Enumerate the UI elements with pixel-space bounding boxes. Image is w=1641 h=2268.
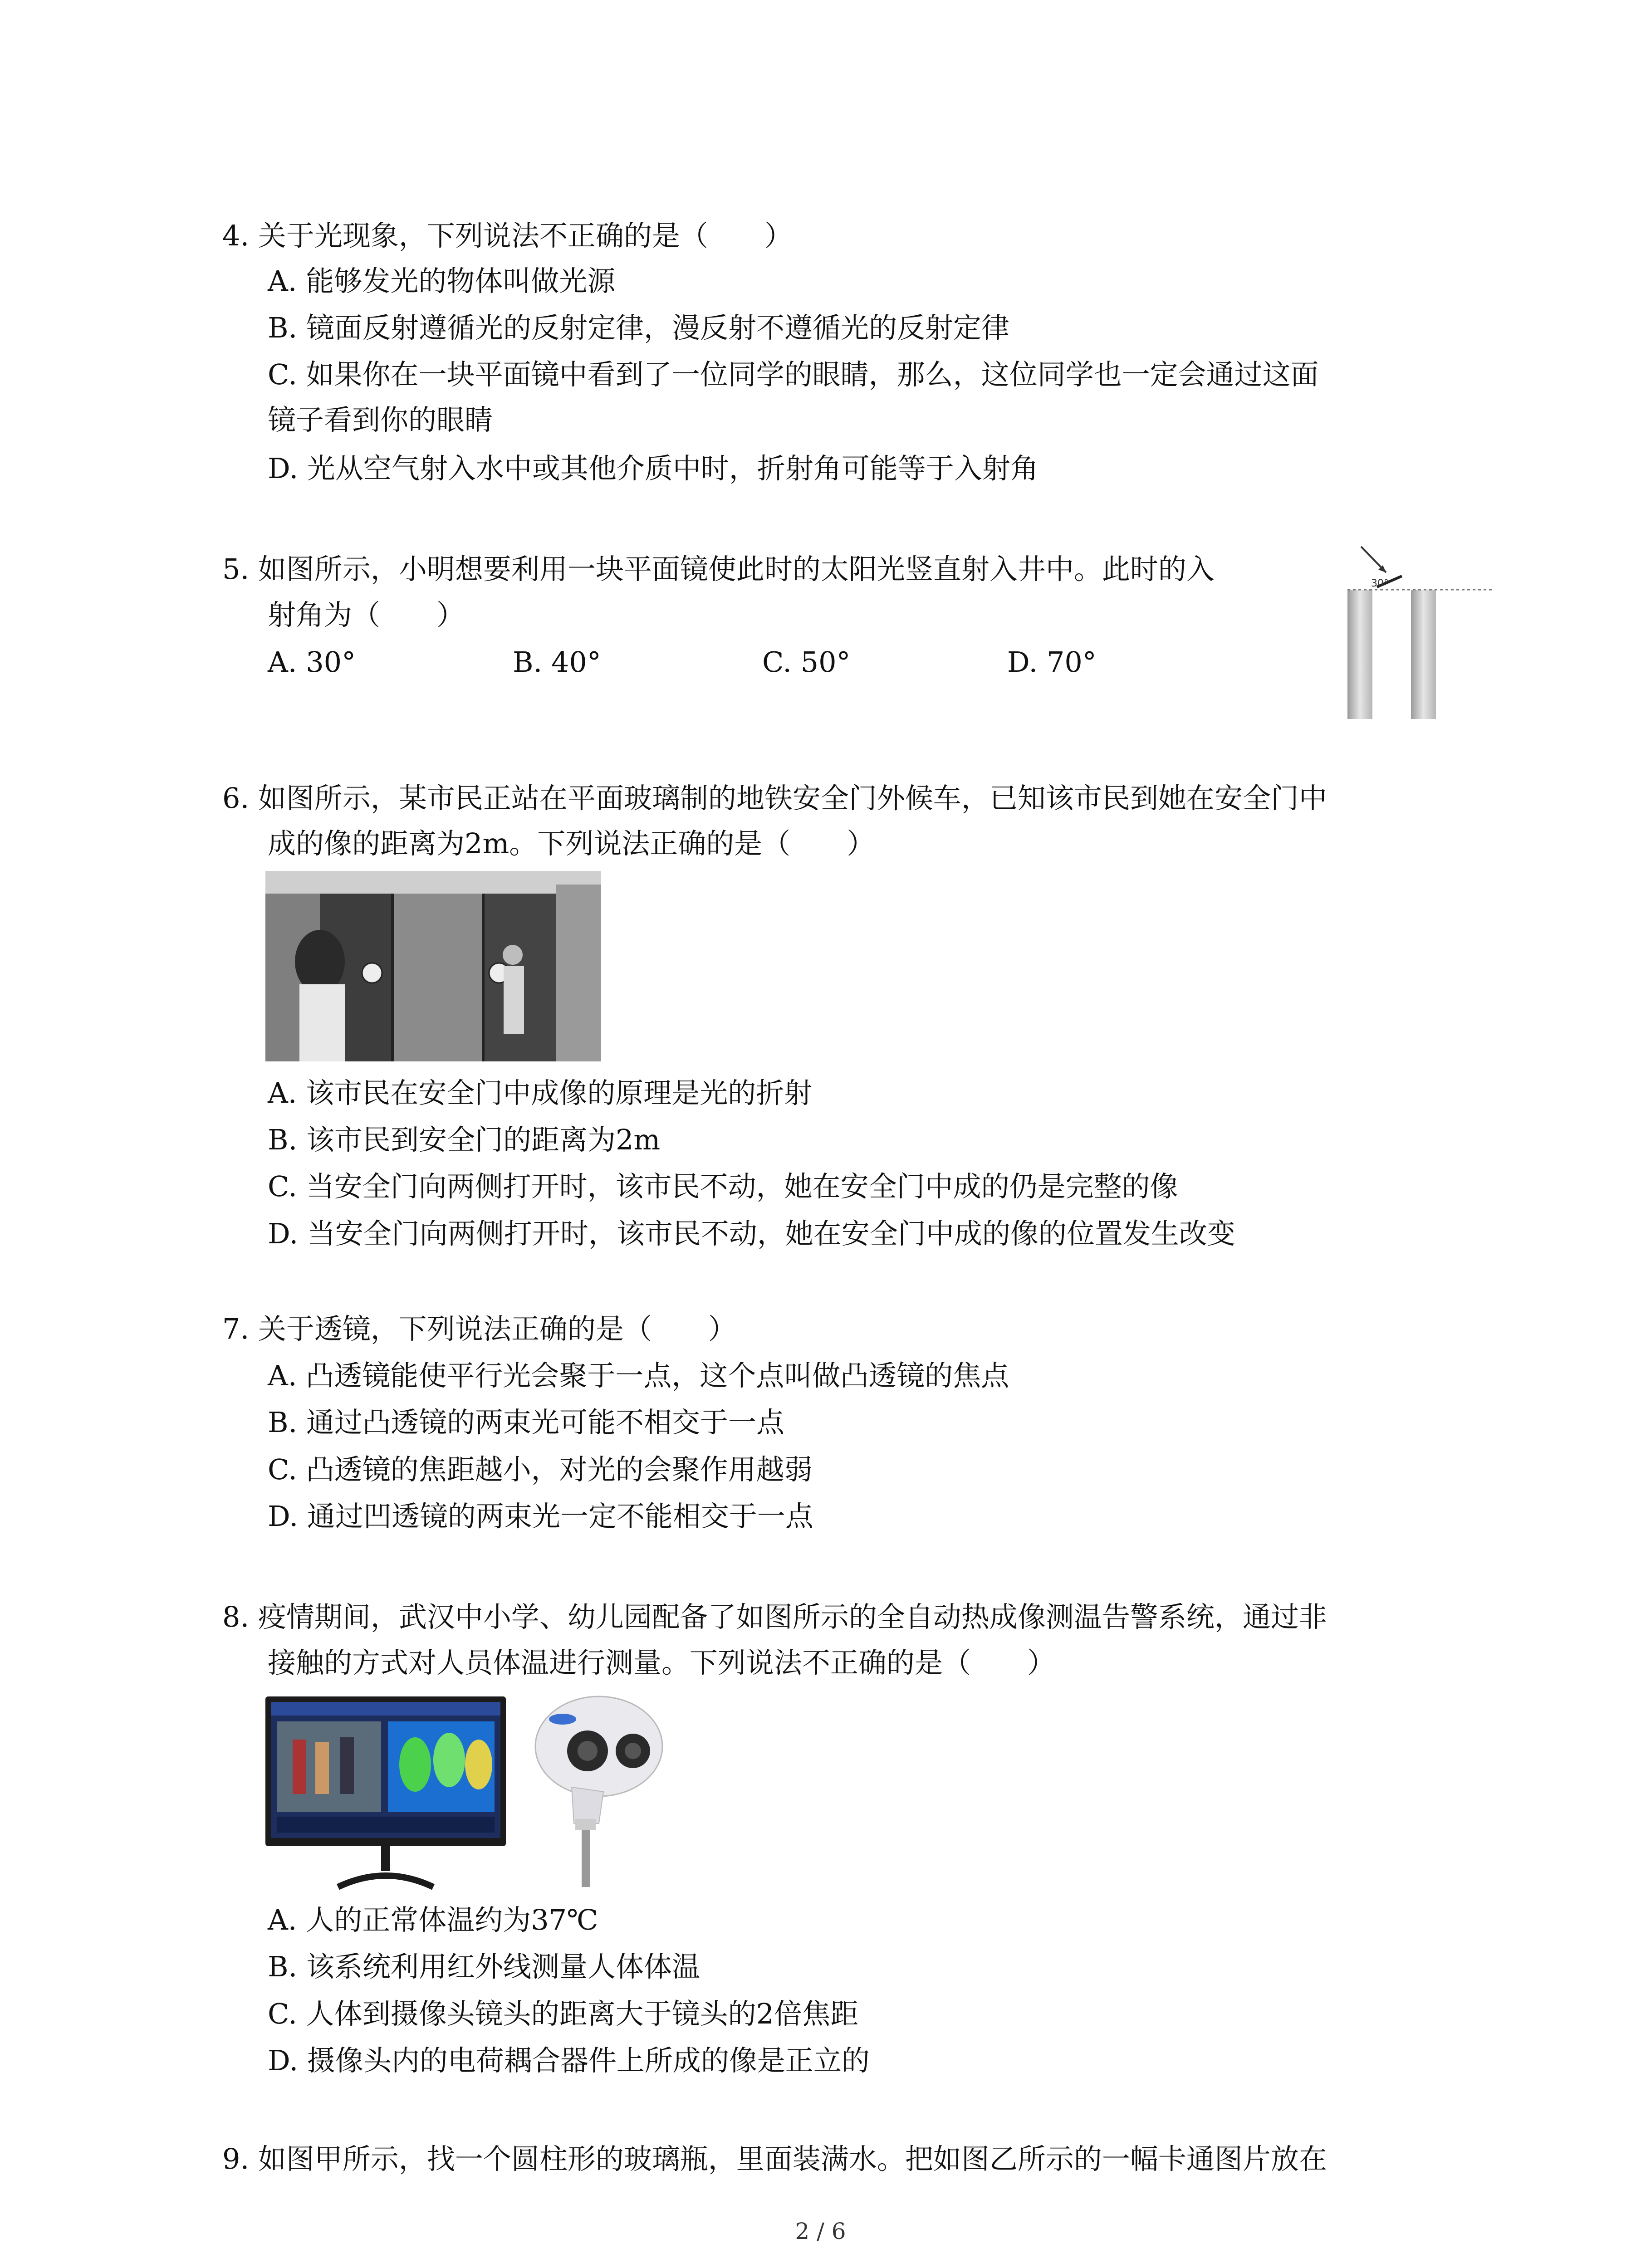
woman-body <box>299 984 345 1061</box>
q8-option-b: B. 该系统利用红外线测量人体体温 <box>268 1950 700 1983</box>
q5-stem-line2: 射角为（ ） <box>268 598 465 631</box>
q6-option-d: D. 当安全门向两侧打开时，该市民不动，她在安全门中成的像的位置发生改变 <box>268 1217 1235 1250</box>
q8-option-c: C. 人体到摄像头镜头的距离大于镜头的2倍焦距 <box>268 1997 859 2030</box>
q4-stem: 4. 关于光现象，下列说法不正确的是（ ） <box>222 219 793 252</box>
q6-option-a: A. 该市民在安全门中成像的原理是光的折射 <box>268 1076 813 1110</box>
well-left-wall <box>1347 590 1372 719</box>
q4-option-c-continued: 镜子看到你的眼睛 <box>268 403 493 436</box>
well-right-wall <box>1411 590 1436 719</box>
woman-hair <box>295 930 345 993</box>
reflection-body <box>504 966 524 1034</box>
well-mirror-figure <box>1343 540 1497 721</box>
q7-option-a: A. 凸透镜能使平行光会聚于一点，这个点叫做凸透镜的焦点 <box>268 1359 1009 1392</box>
q6-stem-line2: 成的像的距离为2m。下列说法正确的是（ ） <box>268 827 875 860</box>
angle-label: 30° <box>1371 578 1389 589</box>
door-arrow-sign-left <box>362 963 382 983</box>
q4-option-d: D. 光从空气射入水中或其他介质中时，折射角可能等于入射角 <box>268 452 1038 485</box>
thermal-monitor-figure <box>265 1696 506 1892</box>
q6-option-c: C. 当安全门向两侧打开时，该市民不动，她在安全门中成的仍是完整的像 <box>268 1170 1178 1203</box>
reflection-head <box>503 945 523 965</box>
q5-stem-line1: 5. 如图所示，小明想要利用一块平面镜使此时的太阳光竖直射入井中。此时的入 <box>222 552 1215 586</box>
q7-option-c: C. 凸透镜的焦距越小，对光的会聚作用越弱 <box>268 1453 813 1486</box>
subway-door-photo <box>265 871 601 1061</box>
q5-option-a: A. 30° <box>268 645 356 679</box>
q8-stem-line2: 接触的方式对人员体温进行测量。下列说法不正确的是（ ） <box>268 1646 1056 1679</box>
q7-option-d: D. 通过凹透镜的两束光一定不能相交于一点 <box>268 1500 813 1533</box>
q6-stem-line1: 6. 如图所示，某市民正站在平面玻璃制的地铁安全门外候车，已知该市民到她在安全门中 <box>222 782 1327 815</box>
q5-option-b: B. 40° <box>513 645 601 679</box>
q4-option-a: A. 能够发光的物体叫做光源 <box>268 264 616 298</box>
q6-option-b: B. 该市民到安全门的距离为2m <box>268 1123 661 1156</box>
q8-option-d: D. 摄像头内的电荷耦合器件上所成的像是正立的 <box>268 2044 870 2077</box>
q8-option-a: A. 人的正常体温约为37℃ <box>268 1903 598 1936</box>
q8-stem-line1: 8. 疫情期间，武汉中小学、幼儿园配备了如图所示的全自动热成像测温告警系统，通过非 <box>222 1600 1327 1633</box>
q5-option-d: D. 70° <box>1007 645 1097 679</box>
q4-option-b: B. 镜面反射遵循光的反射定律，漫反射不遵循光的反射定律 <box>268 311 1009 344</box>
q4-option-c: C. 如果你在一块平面镜中看到了一位同学的眼睛，那么，这位同学也一定会通过这面 <box>268 358 1319 391</box>
page-number: 2 / 6 <box>795 2218 846 2244</box>
q7-stem: 7. 关于透镜，下列说法正确的是（ ） <box>222 1312 736 1345</box>
q9-stem-line1: 9. 如图甲所示，找一个圆柱形的玻璃瓶，里面装满水。把如图乙所示的一幅卡通图片放在 <box>222 2142 1327 2175</box>
q7-option-b: B. 通过凸透镜的两束光可能不相交于一点 <box>268 1406 784 1439</box>
thermal-camera-figure <box>531 1687 690 1887</box>
q5-option-c: C. 50° <box>762 645 851 679</box>
